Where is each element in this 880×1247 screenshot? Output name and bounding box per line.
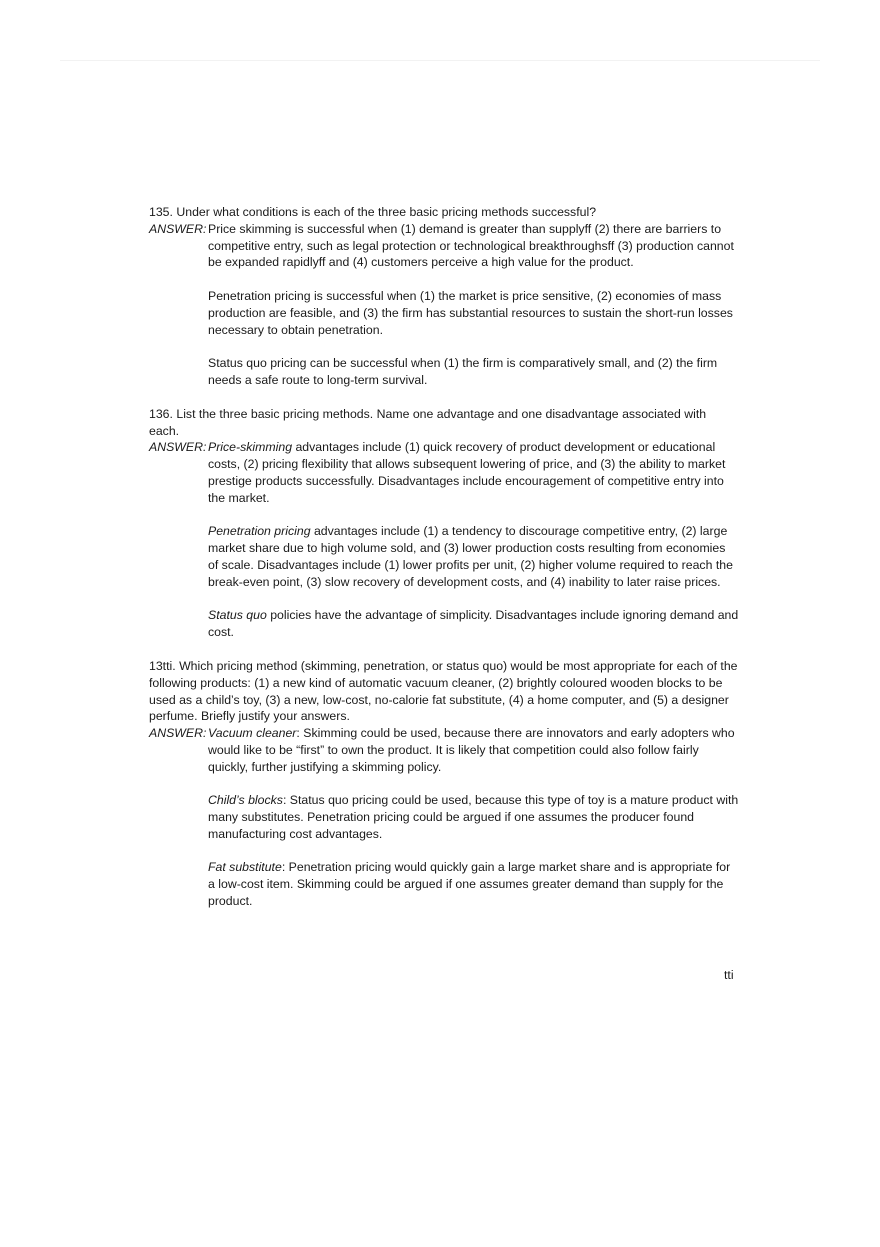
answer-body <box>208 439 739 641</box>
answer-paragraph <box>208 607 739 641</box>
answer-block <box>149 221 739 389</box>
header-rule <box>60 60 820 61</box>
answer-block <box>149 439 739 641</box>
answer-lead: Child’s blocks <box>208 793 283 808</box>
answer-text: policies have the advantage of simplicity. Disadvantages include ignoring demand and cost. <box>208 608 739 640</box>
answer-text: : Status quo pricing could be used, because this type of toy is a mature product with many substitutes. Penetration pricing could be argued if one assumes the producer found manufacturing cost advantages. <box>208 793 739 841</box>
answer-body <box>208 221 739 389</box>
answer-text: advantages include (1) a tendency to discourage competitive entry, (2) large market share due to high volume sold, and (3) lower production costs resulting from economies of scale. Disadvantages include (1) lower profits per unit, (2) higher volume required to reach the break-even point, (3) slow recovery of development costs, and (4) inability to later raise prices. <box>208 524 733 589</box>
answer-lead: Status quo <box>208 608 267 623</box>
answer-paragraph <box>208 859 739 909</box>
answer-text: Status quo pricing can be successful when (1) the firm is comparatively small, and (2) the firm needs a safe route to long-term survival. <box>208 356 718 387</box>
answer-paragraph <box>208 523 739 590</box>
qa-item <box>149 406 739 641</box>
answer-text: : Skimming could be used, because there are innovators and early adopters who would like to be “first” to own the product. It is likely that competition could also follow fairly quickly, further justifying a skimming policy. <box>208 726 735 774</box>
answer-block <box>149 725 739 910</box>
answer-text: Price skimming is successful when (1) demand is greater than supplyff (2) there are barriers to competitive entry, such as legal protection or technological breakthroughsff (3) production cannot be expanded rapidlyff and (4) customers perceive a high value for the product. <box>208 221 734 270</box>
question-text: 136. List the three basic pricing methods. Name one advantage and one disadvantage associated with each. <box>149 406 707 438</box>
answer-lead: Vacuum cleaner <box>208 726 297 741</box>
answer-text: advantages include (1) quick recovery of product development or educational costs, (2) pricing flexibility that allows subsequent lowering of price, and (3) the ability to market prestige products successfully. Disadvantages include encouragement of competitive entry into the market. <box>208 440 726 505</box>
answer-text: Penetration pricing is successful when (1) the market is price sensitive, (2) economies of mass production are feasible, and (3) the firm has substantial resources to sustain the short-run losses necessary to obtain penetration. <box>208 288 733 337</box>
answer-paragraph <box>208 221 739 271</box>
answer-paragraph <box>208 355 739 389</box>
answer-text: : Penetration pricing would quickly gain a large market share and is appropriate for a low-cost item. Skimming could be argued if one assumes greater demand than supply for the product. <box>208 860 731 909</box>
question-text: 13tti. Which pricing method (skimming, penetration, or status quo) would be most appropriate for each of the following products: (1) a new kind of automatic vacuum cleaner, (2) brightly coloured wooden blocks to be used as a child’s toy, (3) a new, low-cost, no-calorie fat substitute, (4) a home computer, and (5) a designer perfume. Briefly justify your answers. <box>149 658 738 724</box>
answer-label: ANSWER: <box>149 221 207 236</box>
answer-label: ANSWER: <box>149 726 207 741</box>
answer-label: ANSWER: <box>149 440 207 455</box>
answer-lead: Price-skimming <box>208 440 293 455</box>
qa-item <box>149 658 739 910</box>
answer-paragraph <box>208 288 739 338</box>
answer-paragraph <box>208 792 739 842</box>
qa-item <box>149 204 739 389</box>
answer-paragraph <box>208 439 739 506</box>
page-number: tti <box>724 968 734 982</box>
question-text: 135. Under what conditions is each of the three basic pricing methods successful? <box>149 205 597 219</box>
answer-paragraph <box>208 725 739 775</box>
answer-lead: Penetration pricing <box>208 524 311 539</box>
answer-body <box>208 725 739 910</box>
answer-lead: Fat substitute <box>208 860 282 875</box>
qa-content <box>149 204 739 927</box>
